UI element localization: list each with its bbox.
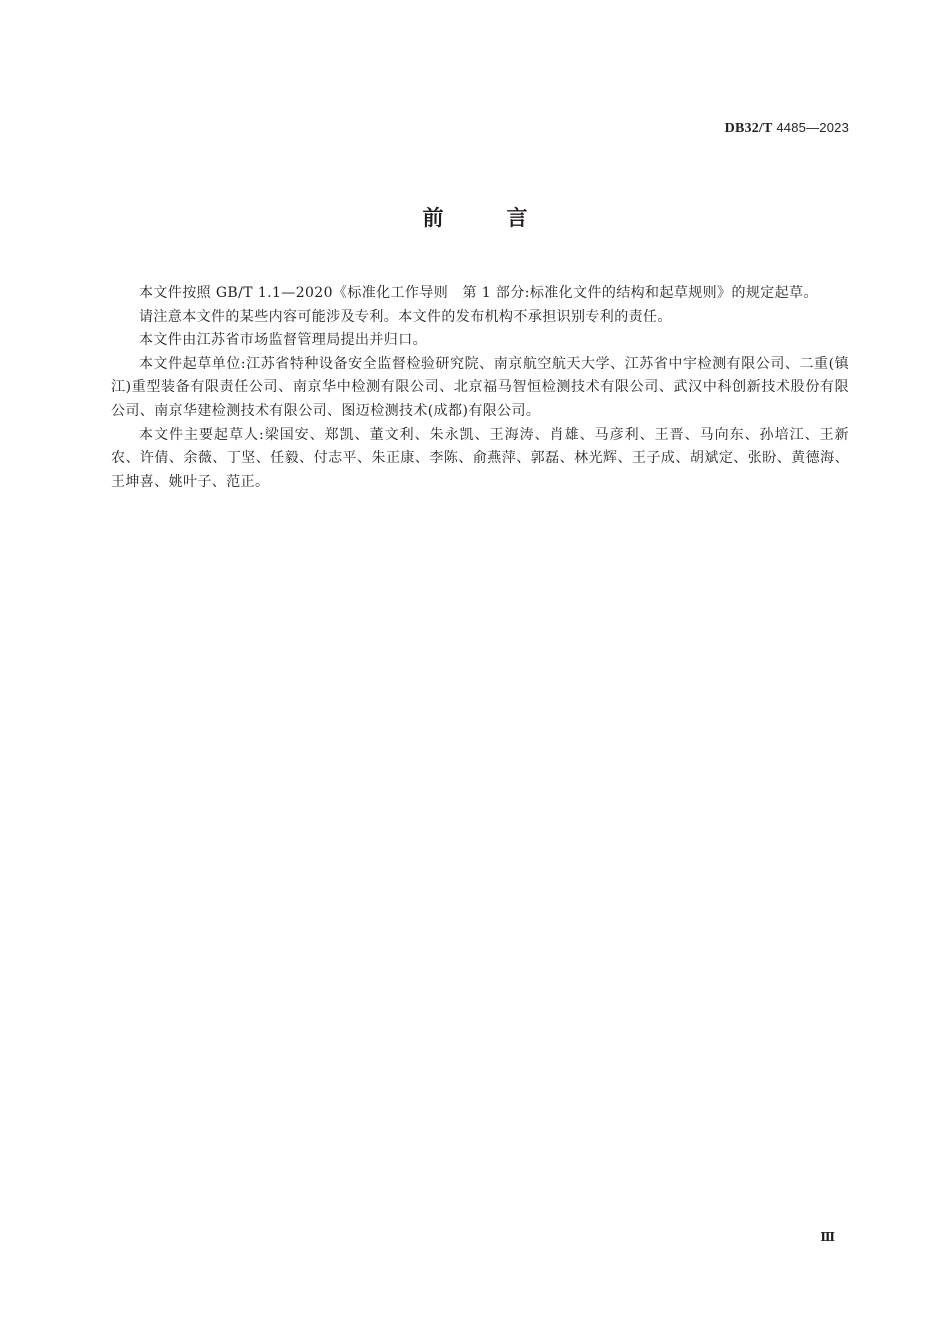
paragraph-proposer: 本文件由江苏省市场监督管理局提出并归口。 [139,332,427,349]
title-char-2: 言 [506,206,528,230]
page-number: Ⅲ [820,1230,835,1244]
foreword-body [111,282,849,494]
standard-code-header [725,120,849,137]
paragraph-drafting-rules: 本文件按照 GB/T 1.1—2020《标准化工作导则 第 1 部分:标准化文件的结构和起草规则》的规定起草。 [139,285,818,301]
page-title [0,202,950,232]
paragraph-patent-notice: 请注意本文件的某些内容可能涉及专利。本文件的发布机构不承担识别专利的责任。 [139,308,672,325]
standard-prefix: DB32/T [724,121,773,136]
title-char-1: 前 [422,206,444,230]
standard-number: 4485—2023 [776,120,849,135]
paragraph-drafting-units: 本文件起草单位:江苏省特种设备安全监督检验研究院、南京航空航天大学、江苏省中宇检测有限公司、二重(镇江)重型装备有限责任公司、南京华中检测有限公司、北京福马智恒检测技术有限公司、武汉中科创新技术股份有限公司、南京华建检测技术有限公司、图迈检测技术(成都)有限公司。 [111,355,849,419]
paragraph-drafters: 本文件主要起草人:梁国安、郑凯、董文利、朱永凯、王海涛、肖雄、马彦利、王晋、马向东、孙培江、王新农、许倩、余薇、丁坚、任毅、付志平、朱正康、李陈、俞燕萍、郭磊、林光辉、王子成、胡斌定、张盼、黄德海、王坤喜、姚叶子、范正。 [111,426,849,490]
